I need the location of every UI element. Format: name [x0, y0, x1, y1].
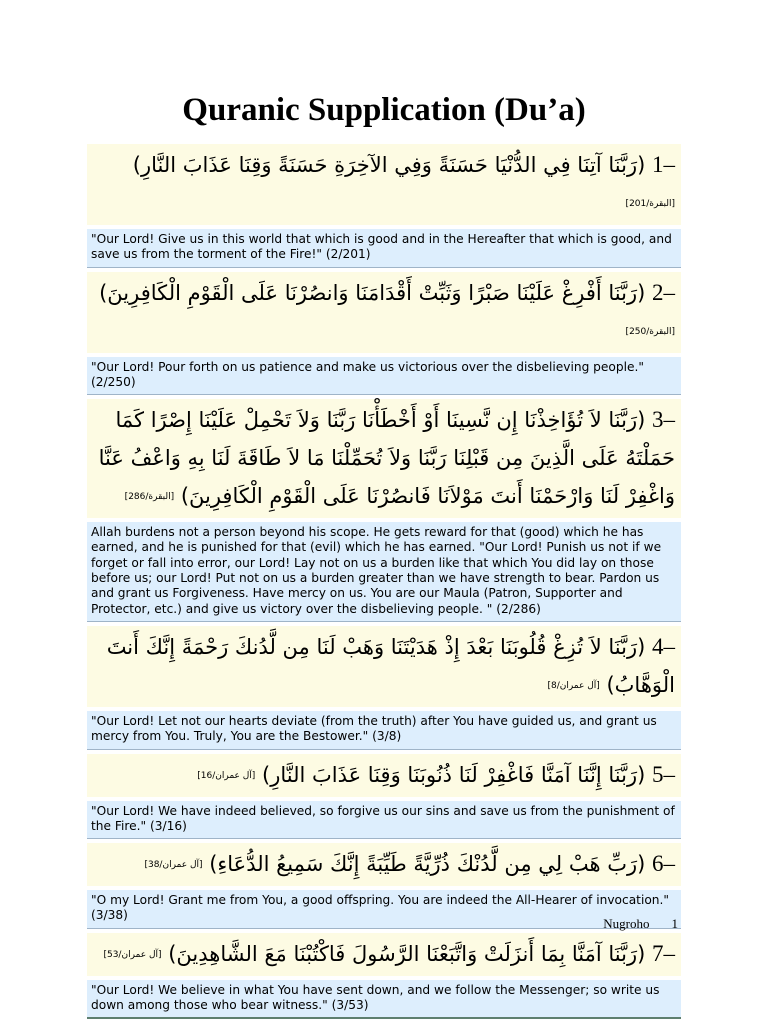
dua-3-arabic-text: (رَبَّنَا لاَ تُؤَاخِذْنَا إِن نَّسِينَا أَوْ أَخْطَأْنَا رَبَّنَا وَلاَ تَحْمِلْ عَلَيْنَا إِصْرًا كَمَا حَمَلْتَهُ عَلَى الَّذِينَ مِن قَبْلِنَا رَبَّنَا وَلاَ تُحَمِّلْنَا مَا لاَ طَاقَةَ لَنَا بِهِ وَاعْفُ عَنَّا وَاغْفِرْ لَنَا وَارْحَمْنَا أَنتَ مَوْلاَنَا فَانصُرْنَا عَلَى الْقَوْمِ الْكَافِرِينَ): [98, 408, 675, 509]
dua-3-number: 3–: [652, 407, 675, 433]
dua-2-arabic: [87, 272, 681, 353]
dua-1-reference: [البقرة/201]: [625, 199, 675, 209]
dua-7-number: 7–: [652, 940, 675, 966]
dua-2-number: 2–: [652, 279, 675, 305]
dua-6-number: 6–: [652, 851, 675, 877]
dua-7-translation: "Our Lord! We believe in what You have sent down, and we follow the Messenger; so write us down among those who bear witness." (3/53): [87, 980, 681, 1020]
dua-1-number: 1–: [652, 152, 675, 177]
dua-5-reference: [آل عمران/16]: [197, 770, 256, 781]
dua-list: [87, 144, 681, 1023]
document-title: Quranic Supplication (Du’a): [182, 92, 586, 128]
dua-6-arabic-text: (رَبِّ هَبْ لِي مِن لَّدُنْكَ ذُرِّيَّةً طَيِّبَةً إِنَّكَ سَمِيعُ الدُّعَاءِ): [209, 852, 646, 877]
dua-3-translation: Allah burdens not a person beyond his scope. He gets reward for that (good) which he has earned, and he is punished for that (evil) which he has earned. "Our Lord! Punish us not if we forget or fall into error, our Lord! Lay not on us a burden like that which You did lay on those before us; our Lord! Put not on us a burden greater than we have strength to bear. Pardon us and grant us Forgiveness. Have mercy on us. You are our Maula (Patron, Supporter and Protector, etc.) and give us victory over the disbelieving people. " (2/286): [87, 522, 681, 622]
dua-3-reference: [البقرة/286]: [124, 492, 175, 503]
dua-2-reference: [البقرة/250]: [625, 326, 675, 337]
page-number: 1: [671, 916, 678, 931]
dua-2-translation: "Our Lord! Pour forth on us patience and make us victorious over the disbelieving people." (2/250): [87, 357, 681, 396]
dua-5-translation: "Our Lord! We have indeed believed, so forgive us our sins and save us from the punishment of the Fire." (3/16): [87, 801, 681, 840]
dua-5-arabic-text: (رَبَّنَا إِنَّنَا آمَنَّا فَاغْفِرْ لَنَا ذُنُوبَنَا وَقِنَا عَذَابَ النَّارِ): [262, 762, 646, 787]
dua-1-translation: "Our Lord! Give us in this world that which is good and in the Hereafter that which is good, and save us from the torment of the Fire!" (2/201): [87, 229, 681, 268]
dua-5-arabic: [87, 754, 681, 797]
dua-1-arabic: [87, 144, 681, 225]
page-footer: [581, 916, 678, 932]
dua-5-number: 5–: [652, 761, 675, 787]
dua-7-arabic-text: (رَبَّنَا آمَنَّا بِمَا أَنزَلَتْ وَاتَّبَعْنَا الرَّسُولَ فَاكْتُبْنَا مَعَ الشَّاهِدِينَ): [168, 941, 646, 966]
dua-1-arabic-text: (رَبَّنَا آتِنَا فِي الدُّنْيَا حَسَنَةً وَفِي الآخِرَةِ حَسَنَةً وَقِنَا عَذَابَ النَّارِ): [132, 153, 646, 177]
dua-7-reference: [آل عمران/53]: [103, 949, 162, 960]
dua-6-reference: [آل عمران/38]: [144, 860, 203, 871]
dua-4-reference: [آل عمران/8]: [547, 680, 600, 691]
dua-6-arabic: [87, 843, 681, 886]
footer-author: Nugroho: [603, 916, 650, 931]
dua-4-number: 4–: [652, 633, 675, 659]
dua-4-arabic-text: (رَبَّنَا لاَ تُزِغْ قُلُوبَنَا بَعْدَ إِذْ هَدَيْتَنَا وَهَبْ لَنَا مِن لَّدُنكَ رَحْمَةً إِنَّكَ أَنتَ الْوَهَّابُ): [106, 634, 675, 697]
dua-6-translation: "O my Lord! Grant me from You, a good offspring. You are indeed the All-Hearer of invocation." (3/38): [87, 890, 681, 929]
dua-7-arabic: [87, 933, 681, 976]
dua-3-arabic: [87, 399, 681, 518]
dua-2-arabic-text: (رَبَّنَا أَفْرِغْ عَلَيْنَا صَبْرًا وَثَبِّتْ أَقْدَامَنَا وَانصُرْنَا عَلَى الْقَوْمِ الْكَافِرِينَ): [99, 280, 646, 305]
dua-4-arabic: [87, 626, 681, 707]
dua-4-translation: "Our Lord! Let not our hearts deviate (from the truth) after You have guided us, and grant us mercy from You. Truly, You are the Bestower." (3/8): [87, 711, 681, 750]
